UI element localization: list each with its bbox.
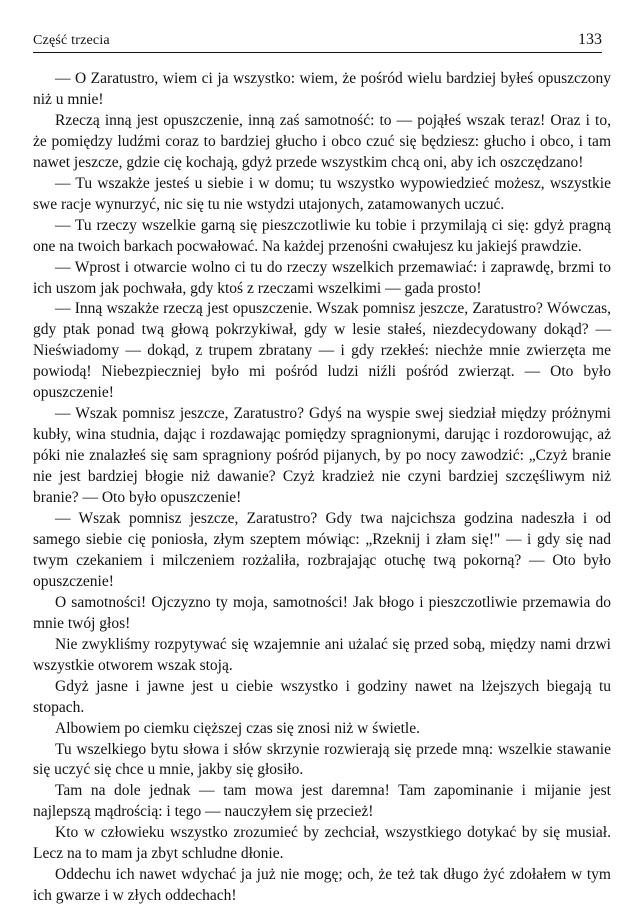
paragraph: — Wszak pomnisz jeszcze, Zaratustro? Gdyś na wyspie swej siedział między próżnymi kubły, wina studnia, dając i rozdawając pomiędzy spragnionymi, darując i rozdorowując, aż póki nie znalazłeś się sam spragniony pośród pijanych, by po nocy zawodzić: „Czyż branie nie jest bardziej błogie niż dawanie? Czyż kradzież nie czyni bardziej szczęśliwym niż branie? — Oto było opuszczenie! [33, 405, 611, 507]
paragraph: Nie zwykliśmy rozpytywać się wzajemnie ani użalać się przed sobą, między nami drzwi wszystkie otworem wszak stoją. [33, 635, 611, 674]
paragraph: Oddechu ich nawet wdychać ja już nie mogę; och, że też tak długo żyć zdołałem w tym ich gwarze i w złych oddechach! [33, 866, 611, 905]
paragraph: Rzeczą inną jest opuszczenie, inną zaś samotność: to — pojąłeś wszak teraz! Oraz i to, że pomiędzy ludźmi coraz to bardziej głucho i obco czuć się będziesz: głucho i obco, i tam nawet jeszcze, gdzie cię kochają, gdyż przede wszystkim chcą oni, aby ich oszczędzano! [33, 111, 611, 171]
running-head: Część trzecia [33, 33, 110, 48]
paragraph: Albowiem po ciemku cięższej czas się znosi niż w świetle. [55, 719, 420, 737]
paragraph: — Wprost i otwarcie wolno ci tu do rzeczy wszelkich przemawiać: i zaprawdę, brzmi to ich uszom jak pochwała, gdy ktoś z rzeczami wszelkimi — gada prosto! [33, 258, 611, 297]
paragraph: — Wszak pomnisz jeszcze, Zaratustro? Gdy twa najcichsza godzina nadeszła i od samego siebie cię poniosła, złym szeptem mówiąc: „Rzeknij i złam się!" — i gdy się nad twym czekaniem i milczeniem rozżaliła, rozbrajając otuchę twą pokorną? — Oto było opuszczenie! [33, 510, 611, 590]
paragraph: — Tu rzeczy wszelkie garną się pieszczotliwie ku tobie i przymilają ci się: gdyż pragną one na twoich barkach pocwałować. Na każdej przenośni cwałujesz ku jakiejś prawdzie. [33, 216, 611, 255]
paragraph: — Tu wszakże jesteś u siebie i w domu; tu wszystko wypowiedzieć możesz, wszystkie swe racje wynurzyć, nic się tu nie wstydzi utajonych, zatamowanych uczuć. [33, 174, 611, 213]
body-text [33, 69, 611, 907]
paragraph: Tu wszelkiego bytu słowa i słów skrzynie rozwierają się przede mną: wszelkie stawanie się uczyć się chce u mnie, jakby się głosiło. [33, 740, 611, 779]
paragraph: Gdyż jasne i jawne jest u ciebie wszystko i godziny nawet na lżejszych biegają tu stopach. [33, 677, 611, 716]
paragraph: O samotności! Ojczyzno ty moja, samotności! Jak błogo i pieszczotliwie przemawia do mnie twój głos! [33, 593, 611, 632]
page-number: 133 [578, 31, 602, 48]
paragraph: Tam na dole jednak — tam mowa jest daremna! Tam zapominanie i mijanie jest najlepszą mądrością: i tego — nauczyłem się przecież! [33, 782, 611, 821]
page-header [33, 30, 602, 53]
paragraph: Kto w człowieku wszystko zrozumieć by zechciał, wszystkiego dotykać by się musiał. Lecz na to mam ja zbyt schludne dłonie. [33, 824, 611, 863]
paragraph: — Inną wszakże rzeczą jest opuszczenie. Wszak pomnisz jeszcze, Zaratustro? Wówczas, gdy ptak ponad twą głową pokrzykiwał, gdy w lesie stałeś, niezdecydowany dokąd? — Nieświadomy — dokąd, z trupem zbratany — i gdy rzekłeś: niechże mnie zwierzęta me powiodą! Niebezpieczniej było mi pośród ludzi niźli pośród zwierząt. — Oto było opuszczenie! [33, 300, 611, 402]
paragraph: — O Zaratustro, wiem ci ja wszystko: wiem, że pośród wielu bardziej byłeś opuszczony niż u mnie! [33, 70, 611, 108]
